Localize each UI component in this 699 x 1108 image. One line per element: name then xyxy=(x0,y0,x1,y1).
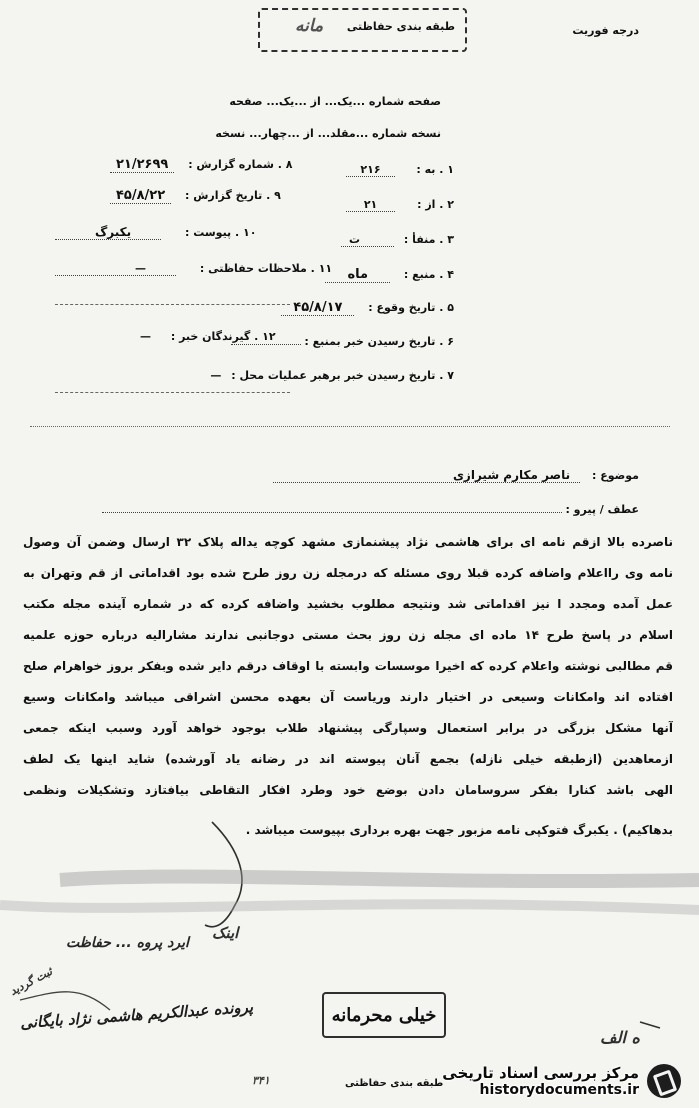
handwritten-note-signature: اینک xyxy=(212,924,239,942)
field-news-to-ops-date xyxy=(210,369,454,382)
field-label: ۲ . از : xyxy=(417,198,454,211)
watermark-url: historydocuments.ir xyxy=(479,1082,639,1098)
field-value: ۲۱۶ xyxy=(346,163,394,177)
page-number: صفحه شماره ...یک... از ...یک... صفحه xyxy=(229,95,441,108)
watermark-title: مرکز بررسی اسناد تاریخی xyxy=(442,1064,639,1082)
field-label: ۱۱ . ملاحظات حفاظتی : xyxy=(199,262,333,275)
field-value: — xyxy=(55,262,176,276)
field-label: ۵ . تاریخ وقوع : xyxy=(368,301,454,314)
footer-stamp-text: خیلی محرمانه xyxy=(331,1004,437,1026)
field-label: ۱۰ . پیوست : xyxy=(184,226,257,239)
field-label: ۱۲ . گیرندگان خبر : xyxy=(170,330,276,343)
handwritten-note-archive: پرونده عبدالکریم هاشمی نژاد بایگانی xyxy=(19,997,254,1033)
field-label: ۴ . منبع : xyxy=(403,268,454,281)
separator-line xyxy=(55,304,290,305)
body-line: الهی باشد کنارا بفکر سروسامان دادن بوضع خود وطرد افکار التقاطی بیافتازد وتشکیلات ونظمی xyxy=(23,783,673,797)
field-label: ۷ . تاریخ رسیدن خبر برهبر عملیات محل : xyxy=(231,369,454,382)
field-value: ۴۵/۸/۲۲ xyxy=(110,188,171,204)
subject-line xyxy=(273,468,639,482)
field-label: ۶ . تاریخ رسیدن خبر بمنبع : xyxy=(304,335,454,348)
field-value: یکبرگ xyxy=(55,225,161,240)
classification-label: طبقه بندی حفاظتی xyxy=(346,20,455,33)
body-line: نامه وی رااعلام واضافه کرده قبلا روی مسئله که درمجله زن روز طرح شده بود اقداماتی از قم وتهران به xyxy=(23,566,673,580)
field-from xyxy=(346,198,454,211)
body-line: ناصرده بالا ازقم نامه ای برای هاشمی نژاد پیشنمازی مشهد کوچه یداله پلاک ۳۲ ارسال وضمن آن وصول xyxy=(23,535,673,549)
body-line: ازمعاهدین (ازطبقه خیلی نازله) بجمع آنان پیوسته اند در رضانه یاد آورشده) شاید اینها یک لطف xyxy=(23,752,673,766)
body-line: اسلام در پاسخ طرح ۱۴ ماده ای مجله زن روز بحث مستی دوجانبی ندارند مشارالیه درباره حوزه علمیه xyxy=(23,628,673,642)
reference-value xyxy=(102,512,562,513)
field-value: ت xyxy=(341,233,394,247)
handwritten-corner-mark: ه الف xyxy=(600,1028,640,1047)
body-line: عمل آمده ومجدد ا نیز اقداماتی شد ونتیجه مطلوب بخشید واضافه کرده که در شماره آینده مجله مکتب xyxy=(23,597,673,611)
classification-stamp xyxy=(258,8,467,52)
field-value: ۲۱/۲۶۹۹ xyxy=(110,157,174,173)
field-label: ۳ . منفأ : xyxy=(403,233,454,246)
handwritten-note-recorded: ثبت گردید xyxy=(7,964,55,999)
watermark-logo-icon xyxy=(647,1064,681,1098)
handwritten-page-mark: ۳۴۱ xyxy=(252,1074,270,1087)
field-value: — xyxy=(140,330,151,343)
field-event-date xyxy=(281,300,454,315)
field-attachment xyxy=(55,225,256,239)
body-line: افتاده اند وامکانات وسیعی در اختیار دارند وریاست آن بعهده محسن اشراقی میباشد وامکانات وسیع xyxy=(23,690,673,704)
field-to xyxy=(346,163,454,176)
field-security-notes xyxy=(55,262,332,275)
subject-value: ناصر مکارم شیرازی xyxy=(273,468,580,483)
body-line: بدهاکیم) . یکبرگ فتوکپی نامه مزبور جهت بهره برداری بپیوست میباشد . xyxy=(245,823,673,837)
field-report-number xyxy=(110,157,293,172)
priority-label: درجه فوریت xyxy=(572,24,639,37)
field-label: ۸ . شماره گزارش : xyxy=(188,158,293,171)
field-value: — xyxy=(210,369,222,382)
handwritten-note-file: ایرد پروه ... حفاظت xyxy=(66,935,189,951)
field-report-date xyxy=(110,188,281,203)
field-value xyxy=(231,344,301,345)
separator-line xyxy=(30,426,670,427)
field-source xyxy=(325,267,454,282)
footer-classification-stamp xyxy=(322,992,446,1038)
body-line: قم مطالبی نوشته واعلام کرده که اخیرا موسسات وابسته با اوقاف درقم دایر شده وبفکر بروز خواهرام صلح xyxy=(23,659,673,673)
footer-classification-label: طبقه بندی حفاظتی xyxy=(345,1078,444,1089)
body-line: آنها مشکل بزرگی در برابر استعمال وسپارگی پیشنهاد طلاب بوجود خواهد آورد وسبب اینکه جمعی xyxy=(23,721,673,735)
reference-label: عطف / پیرو : xyxy=(565,503,639,516)
field-value: ۴۵/۸/۱۷ xyxy=(281,300,354,316)
field-label: ۱ . به : xyxy=(416,163,454,176)
field-value: ماه xyxy=(325,267,390,283)
reference-line xyxy=(102,503,639,516)
separator-line xyxy=(55,392,290,393)
field-recipients xyxy=(140,330,276,343)
classification-handwritten: مانه xyxy=(295,16,324,36)
field-label: ۹ . تاریخ گزارش : xyxy=(185,189,281,202)
archive-watermark xyxy=(442,1064,681,1098)
subject-label: موضوع : xyxy=(592,469,639,482)
field-value: ۲۱ xyxy=(346,198,395,212)
copy-number: نسخه شماره ...مقلد... از ...چهار... نسخه xyxy=(215,127,441,140)
field-origin xyxy=(341,233,454,246)
